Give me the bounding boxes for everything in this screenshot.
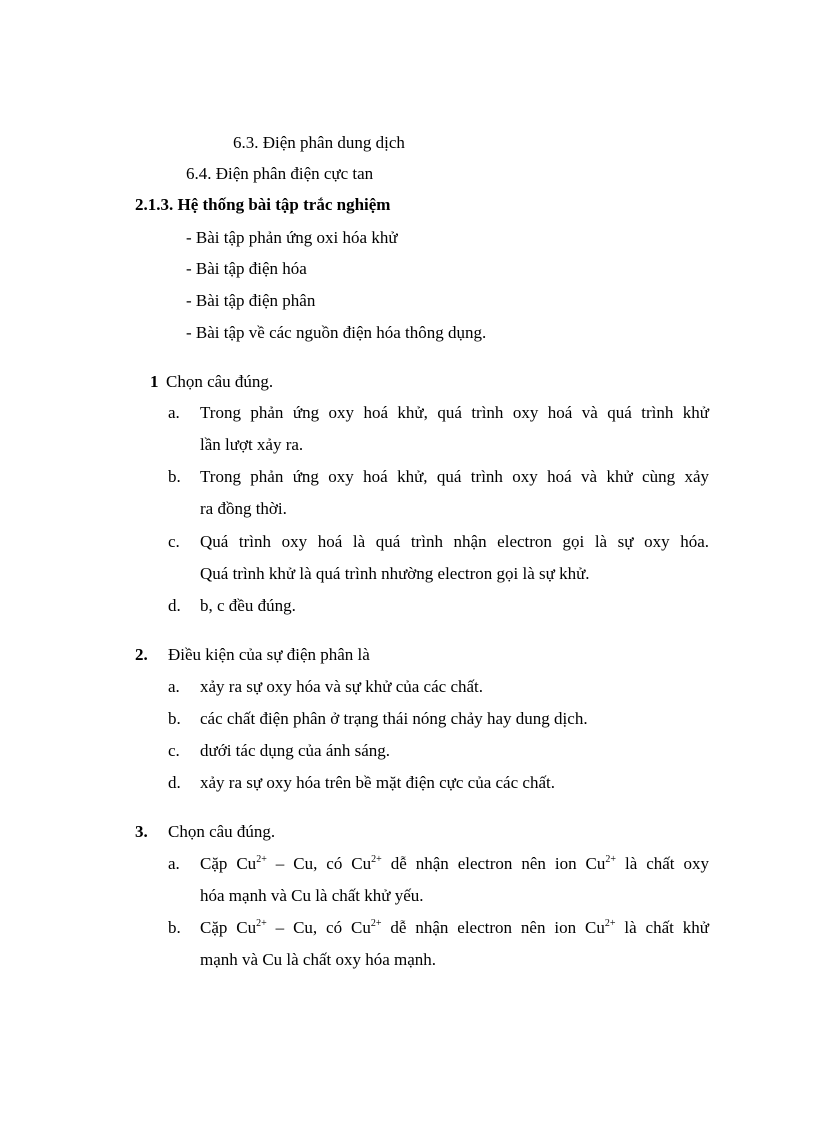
option-label: c. bbox=[168, 741, 180, 760]
option-label: c. bbox=[168, 532, 180, 551]
outline-item-6-3: 6.3. Điện phân dung dịch bbox=[233, 133, 405, 152]
section-heading: 2.1.3. Hệ thống bài tập trắc nghiệm bbox=[135, 195, 391, 214]
option-text: các chất điện phân ở trạng thái nóng chảy hay dung dịch. bbox=[200, 709, 588, 728]
option-label: b. bbox=[168, 709, 181, 728]
option-text-cont: hóa mạnh và Cu là chất khử yếu. bbox=[200, 886, 424, 905]
option-text: Cặp $Cu^{2+}$ – Cu, có $Cu^{2+}$ dễ nhận electron nên ion $Cu^{2+}$ là chất khử bbox=[200, 918, 709, 937]
option-text: Trong phản ứng oxy hoá khử, quá trình oxy hoá và quá trình khử bbox=[200, 403, 709, 422]
bullet-item: - Bài tập điện phân bbox=[186, 291, 316, 310]
outline-item-6-4: 6.4. Điện phân điện cực tan bbox=[186, 164, 374, 183]
bullet-item: - Bài tập phản ứng oxi hóa khử bbox=[186, 228, 398, 247]
question-3-number: 3. bbox=[135, 822, 148, 841]
option-text: Trong phản ứng oxy hoá khử, quá trình oxy hoá và khử cùng xảy bbox=[200, 467, 709, 486]
option-label: b. bbox=[168, 918, 181, 937]
question-1-stem: Chọn câu đúng. bbox=[166, 372, 274, 391]
option-label: a. bbox=[168, 854, 180, 873]
option-text-cont: mạnh và Cu là chất oxy hóa mạnh. bbox=[200, 950, 437, 969]
question-2-number: 2. bbox=[135, 645, 148, 664]
option-text: xảy ra sự oxy hóa và sự khử của các chất. bbox=[200, 677, 484, 696]
option-label: a. bbox=[168, 403, 180, 422]
option-text-cont: ra đồng thời. bbox=[200, 499, 287, 518]
bullet-item: - Bài tập điện hóa bbox=[186, 259, 307, 278]
option-text: xảy ra sự oxy hóa trên bề mặt điện cực của các chất. bbox=[200, 773, 555, 792]
option-label: d. bbox=[168, 773, 181, 792]
option-text: Cặp $Cu^{2+}$ – Cu, có $Cu^{2+}$ dễ nhận electron nên ion $Cu^{2+}$ là chất oxy bbox=[200, 854, 709, 873]
option-label: a. bbox=[168, 677, 180, 696]
option-label: d. bbox=[168, 596, 181, 615]
question-2-stem: Điều kiện của sự điện phân là bbox=[168, 645, 370, 664]
option-text-cont: Quá trình khử là quá trình nhường electron gọi là sự khử. bbox=[200, 564, 590, 583]
question-1-number: 1 bbox=[150, 372, 159, 391]
option-text: Quá trình oxy hoá là quá trình nhận electron gọi là sự oxy hóa. bbox=[200, 532, 709, 551]
option-text: dưới tác dụng của ánh sáng. bbox=[200, 741, 391, 760]
question-3-stem: Chọn câu đúng. bbox=[168, 822, 276, 841]
option-label: b. bbox=[168, 467, 181, 486]
bullet-item: - Bài tập về các nguồn điện hóa thông dụng. bbox=[186, 323, 487, 342]
option-text-cont: lần lượt xảy ra. bbox=[200, 435, 304, 454]
option-text: b, c đều đúng. bbox=[200, 596, 296, 615]
